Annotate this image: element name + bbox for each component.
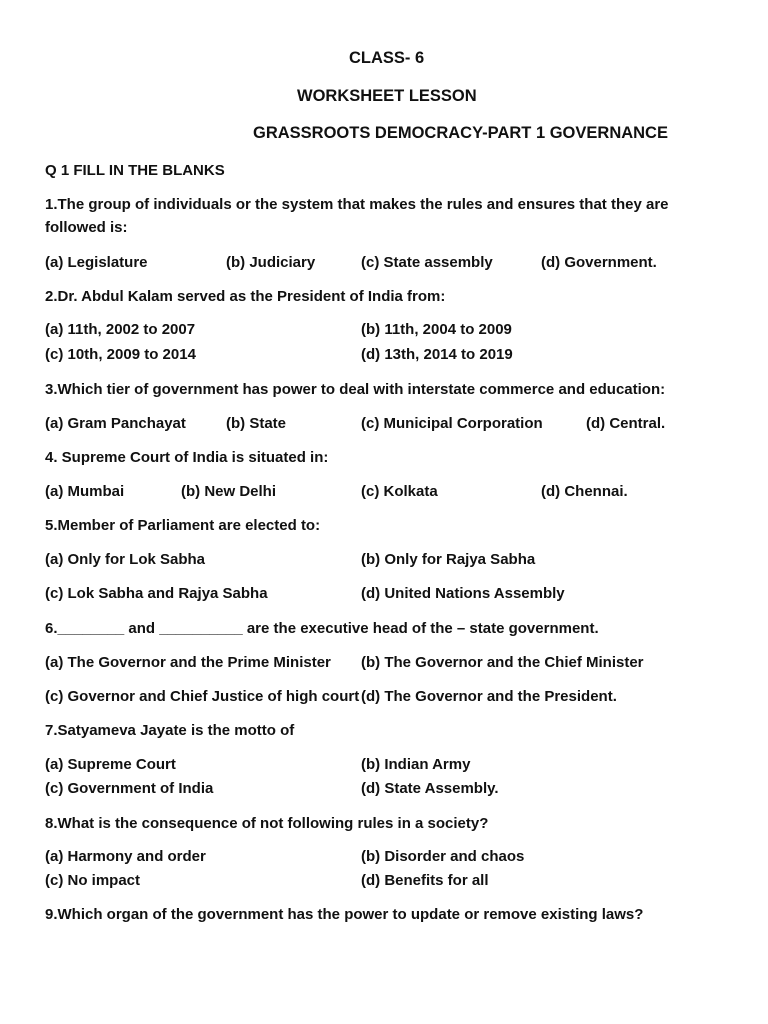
question-6-option-b: (b) The Governor and the Chief Minister — [361, 654, 644, 671]
question-1-text-line-2: followed is: — [45, 219, 128, 236]
question-7-option-a: (a) Supreme Court — [45, 756, 176, 773]
question-4-option-d: (d) Chennai. — [541, 483, 628, 500]
question-5-option-d: (d) United Nations Assembly — [361, 585, 565, 602]
class-label: CLASS- 6 — [349, 49, 425, 67]
question-4-option-c: (c) Kolkata — [361, 483, 438, 500]
question-9-text: 9.Which organ of the government has the power to update or remove existing laws? — [45, 906, 644, 923]
question-5-text: 5.Member of Parliament are elected to: — [45, 517, 321, 534]
question-2-option-d: (d) 13th, 2014 to 2019 — [361, 346, 513, 363]
question-7-option-b: (b) Indian Army — [361, 756, 471, 773]
question-5-option-b: (b) Only for Rajya Sabha — [361, 551, 536, 568]
question-4-option-a: (a) Mumbai — [45, 483, 125, 500]
question-6-option-a: (a) The Governor and the Prime Minister — [45, 654, 331, 671]
question-7-text: 7.Satyameva Jayate is the motto of — [45, 722, 295, 739]
question-4-text: 4. Supreme Court of India is situated in: — [45, 449, 329, 466]
question-6-option-d: (d) The Governor and the President. — [361, 688, 617, 705]
question-3-text: 3.Which tier of government has power to deal with interstate commerce and education: — [45, 381, 666, 398]
question-8-option-d: (d) Benefits for all — [361, 872, 489, 889]
question-3-option-b: (b) State — [226, 415, 286, 432]
question-1-option-c: (c) State assembly — [361, 254, 493, 271]
question-1-option-b: (b) Judiciary — [226, 254, 316, 271]
question-2-option-c: (c) 10th, 2009 to 2014 — [45, 346, 196, 363]
question-2-text: 2.Dr. Abdul Kalam served as the President of India from: — [45, 288, 446, 305]
question-4-option-b: (b) New Delhi — [181, 483, 277, 500]
question-8-option-a: (a) Harmony and order — [45, 848, 206, 865]
question-8-option-b: (b) Disorder and chaos — [361, 848, 525, 865]
question-1-option-d: (d) Government. — [541, 254, 657, 271]
question-8-text: 8.What is the consequence of not following rules in a society? — [45, 815, 489, 832]
question-3-option-a: (a) Gram Panchayat — [45, 415, 186, 432]
question-6-option-c: (c) Governor and Chief Justice of high court — [45, 688, 360, 705]
lesson-title: GRASSROOTS DEMOCRACY-PART 1 GOVERNANCE — [253, 124, 668, 142]
worksheet-label: WORKSHEET LESSON — [297, 87, 477, 105]
question-7-option-d: (d) State Assembly. — [361, 780, 499, 797]
question-2-option-a: (a) 11th, 2002 to 2007 — [45, 321, 196, 338]
question-8-option-c: (c) No impact — [45, 872, 141, 889]
question-3-option-c: (c) Municipal Corporation — [361, 415, 543, 432]
question-6-text: 6.________ and __________ are the executive head of the – state government. — [45, 620, 599, 637]
section-title: Q 1 FILL IN THE BLANKS — [45, 162, 225, 179]
question-5-option-a: (a) Only for Lok Sabha — [45, 551, 206, 568]
question-3-option-d: (d) Central. — [586, 415, 666, 432]
question-5-option-c: (c) Lok Sabha and Rajya Sabha — [45, 585, 268, 602]
question-2-option-b: (b) 11th, 2004 to 2009 — [361, 321, 512, 338]
question-1-text-line-1: 1.The group of individuals or the system that makes the rules and ensures that they are — [45, 196, 669, 213]
question-1-option-a: (a) Legislature — [45, 254, 148, 271]
question-7-option-c: (c) Government of India — [45, 780, 214, 797]
